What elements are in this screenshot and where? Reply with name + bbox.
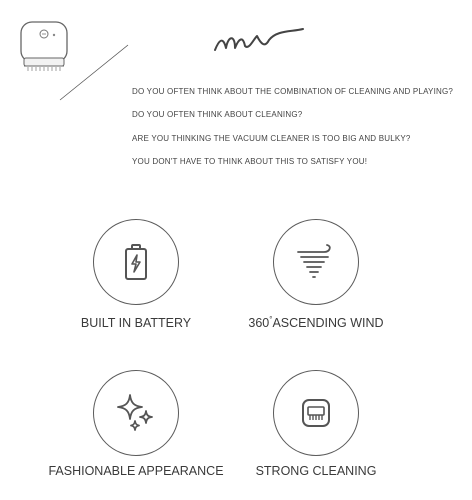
feature-cleaning-label: STRONG CLEANING: [255, 464, 377, 478]
question-3: ARE YOU THINKING THE VACUUM CLEANER IS TOO BIG AND BULKY?: [132, 134, 411, 143]
feature-cleaning-circle: [273, 370, 359, 456]
wind-icon: [294, 242, 338, 282]
wind-label-suffix: ASCENDING WIND: [272, 316, 384, 330]
feature-battery-label: BUILT IN BATTERY: [80, 316, 192, 330]
product-vacuum-icon: [18, 18, 70, 74]
battery-charging-icon: [116, 242, 156, 282]
feature-wind-circle: [273, 219, 359, 305]
decorative-scribble: [213, 26, 305, 56]
feature-appearance-circle: [93, 370, 179, 456]
question-2: DO YOU OFTEN THINK ABOUT CLEANING?: [132, 110, 303, 119]
vacuum-brush-icon: [296, 393, 336, 433]
feature-wind-label: [216, 316, 416, 330]
wind-label-prefix: 360: [248, 316, 270, 330]
sparkles-icon: [114, 391, 158, 435]
question-4: YOU DON'T HAVE TO THINK ABOUT THIS TO SATISFY YOU!: [132, 157, 368, 166]
question-1: DO YOU OFTEN THINK ABOUT THE COMBINATION OF CLEANING AND PLAYING?: [132, 87, 454, 96]
feature-battery-circle: [93, 219, 179, 305]
feature-appearance-label: FASHIONABLE APPEARANCE: [48, 464, 224, 478]
wind-label-degree: °: [269, 315, 273, 324]
